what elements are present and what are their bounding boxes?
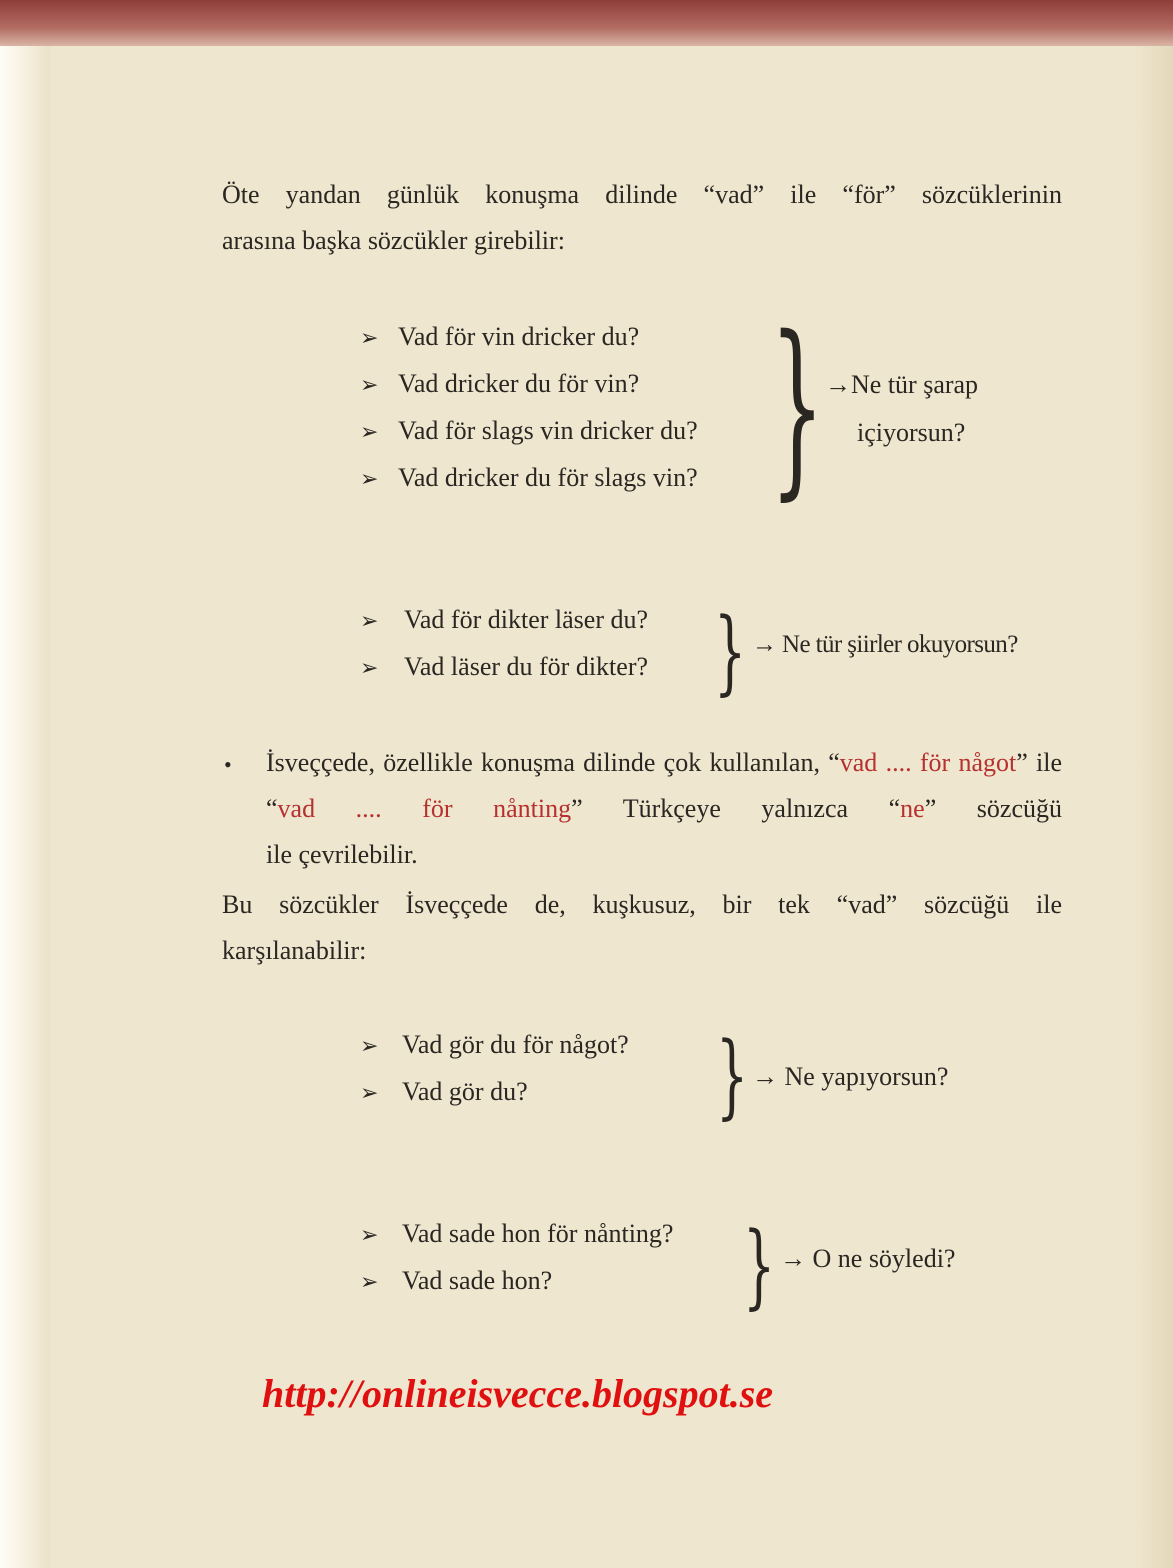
arrow-bullet-icon: ➢	[360, 466, 379, 491]
group3-translation: → Ne yapıyorsun?	[752, 1062, 949, 1091]
arrow-bullet-icon: ➢	[360, 1269, 379, 1294]
right-brace-icon: }	[716, 1022, 749, 1129]
group1-item: ➢ Vad för vin dricker du?	[360, 322, 640, 351]
intro-paragraph	[222, 172, 1062, 264]
group1-item: ➢ Vad för slags vin dricker du?	[360, 416, 698, 445]
group2-item: ➢ Vad för dikter läser du?	[360, 605, 649, 634]
red-term: ne	[900, 794, 925, 823]
arrow-bullet-icon: ➢	[360, 655, 379, 680]
arrow-bullet-icon: ➢	[360, 419, 379, 444]
group1-translation-2: içiyorsun?	[857, 418, 966, 447]
arrow-bullet-icon: ➢	[360, 608, 379, 633]
page-left-edge	[0, 46, 50, 1568]
para2-line-2: karşılanabilir:	[222, 936, 367, 965]
arrow-bullet-icon: ➢	[360, 1222, 379, 1247]
page-right-edge	[1133, 46, 1173, 1568]
group2-translation: → Ne tür şiirler okuyorsun?	[752, 631, 1018, 658]
arrow-bullet-icon: ➢	[360, 372, 379, 397]
bullet-dot-icon: •	[224, 752, 232, 777]
arrow-bullet-icon: ➢	[360, 1033, 379, 1058]
paragraph-2	[222, 882, 1062, 974]
red-term: vad .... för nånting	[277, 794, 572, 823]
group1-item: ➢ Vad dricker du för vin?	[360, 369, 640, 398]
group4-item: ➢ Vad sade hon?	[360, 1266, 553, 1295]
intro-line-2: arasına başka sözcükler girebilir:	[222, 226, 565, 255]
intro-line-1: Öte yandan günlük konuşma dilinde “vad” ile “för” sözcüklerinin	[222, 180, 1062, 209]
right-brace-icon: }	[743, 1212, 776, 1319]
red-term: något	[958, 748, 1017, 777]
right-brace-icon: }	[714, 598, 747, 705]
group3-item: ➢ Vad gör du för något?	[360, 1030, 629, 1059]
group4-translation: → O ne söyledi?	[780, 1244, 956, 1273]
bullet-paragraph: İsveççede, özellikle konuşma dilinde çok kullanılan, “vad .... för något” ile “vad .... för nånting” Türkçeye yalnızca “ne” sözcüğü ile çevrilebilir.	[266, 748, 1063, 869]
watermark-url: http://onlineisvecce.blogspot.se	[262, 1371, 774, 1416]
right-brace-icon: }	[770, 296, 825, 517]
group1-translation-1: →Ne tür şarap	[825, 370, 979, 399]
para2-line-1: Bu sözcükler İsveççede de, kuşkusuz, bir tek “vad” sözcüğü ile	[222, 890, 1062, 919]
red-term: vad .... för	[839, 748, 951, 777]
group4-item: ➢ Vad sade hon för nånting?	[360, 1219, 674, 1248]
arrow-bullet-icon: ➢	[360, 1080, 379, 1105]
group2-item: ➢ Vad läser du för dikter?	[360, 652, 649, 681]
book-top-edge	[0, 0, 1173, 46]
group1-item: ➢ Vad dricker du för slags vin?	[360, 463, 698, 492]
arrow-bullet-icon: ➢	[360, 325, 379, 350]
group3-item: ➢ Vad gör du?	[360, 1077, 528, 1106]
